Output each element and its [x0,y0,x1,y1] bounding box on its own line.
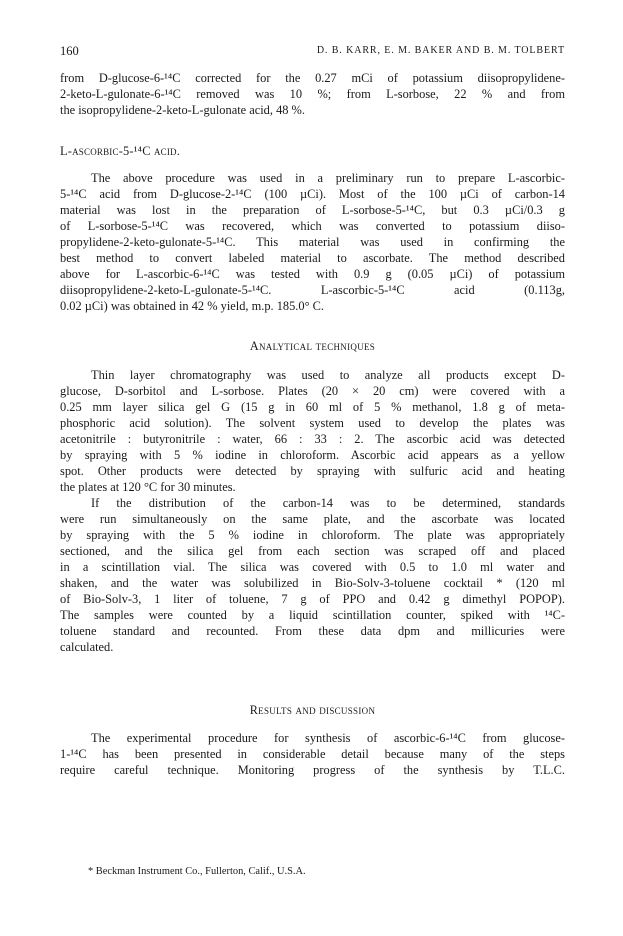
text-line: shaken, and the water was solubilized in Bio-Solv-3-toluene cocktail * (120 ml [60,576,565,590]
text-line: diisopropylidene-2-keto-L-gulonate-5-¹⁴C. L-ascorbic-5-¹⁴C acid (0.113g, [60,283,565,297]
text-line: from D-glucose-6-¹⁴C corrected for the 0.27 mCi of potassium diisopropylidene- [60,71,565,85]
text-line: The experimental procedure for synthesis of ascorbic-6-¹⁴C from glucose- [91,731,565,745]
text-line: 2-keto-L-gulonate-6-¹⁴C removed was 10 %; from L-sorbose, 22 % and from [60,87,565,101]
text-line: of L-sorbose-5-¹⁴C was recovered, which was converted to potassium diiso- [60,219,565,233]
text-line: The samples were counted by a liquid scintillation counter, spiked with ¹⁴C- [60,608,565,622]
text-line: above for L-ascorbic-6-¹⁴C was tested with 0.9 g (0.05 µCi) of potassium [60,267,565,281]
text-line: acetonitrile : butyronitrile : water, 66 : 33 : 2. The ascorbic acid was detected [60,432,565,446]
text-line: spot. Other products were detected by spraying with sulfuric acid and heating [60,464,565,478]
analytical-paragraph-1 [60,367,565,495]
text-line: were run simultaneously on the same plate, and the ascorbate was located [60,512,565,526]
text-line: glucose, D-sorbitol and L-sorbose. Plates (20 × 20 cm) were covered with a [60,384,565,398]
section-title-results: Results and discussion [249,703,376,717]
running-head-authors: D. B. KARR, E. M. BAKER AND B. M. TOLBERT [316,45,565,56]
text-line: the plates at 120 °C for 30 minutes. [60,480,236,494]
subsection-title: L-ascorbic-5-¹⁴C acid. [60,144,181,158]
text-line: by spraying with the 5 % iodine in chloroform. The plate was appropriately [60,528,565,542]
intro-paragraph [60,70,565,118]
text-line: propylidene-2-keto-gulonate-5-¹⁴C. This material was used in confirming the [60,235,565,249]
text-line: 5-¹⁴C acid from D-glucose-2-¹⁴C (100 µCi). Most of the 100 µCi of carbon-14 [60,187,565,201]
text-line: 1-¹⁴C has been presented in considerable detail because many of the steps [60,747,565,761]
text-line: in a scintillation vial. The silica was covered with 0.5 to 1.0 ml water and [60,560,565,574]
results-paragraph [60,730,565,778]
text-line: toluene standard and recounted. From these data dpm and millicuries were [60,624,565,638]
text-line: by spraying with 5 % iodine in chloroform. Ascorbic acid appears as a yellow [60,448,565,462]
text-line: phosphoric acid solution). The solvent system used to develop the plates was [60,416,565,430]
footnote: * Beckman Instrument Co., Fullerton, Calif., U.S.A. [88,866,306,877]
text-line: require careful technique. Monitoring progress of the synthesis by T.L.C. [60,763,565,777]
section-title-analytical: Analytical techniques [249,339,376,353]
text-line: If the distribution of the carbon-14 was to be determined, standards [91,496,565,510]
text-line: of Bio-Solv-3, 1 liter of toluene, 7 g of PPO and 0.42 g dimethyl POPOP). [60,592,565,606]
text-line: calculated. [60,640,114,654]
text-line: 0.02 µCi) was obtained in 42 % yield, m.p. 185.0° C. [60,299,325,313]
text-line: 0.25 mm layer silica gel G (15 g in 60 ml of 5 % methanol, 1.8 g of meta- [60,400,565,414]
text-line: The above procedure was used in a preliminary run to prepare L-ascorbic- [91,171,565,185]
subsection-paragraph [60,170,565,314]
analytical-paragraph-2 [60,495,565,655]
text-line: material was lost in the preparation of L-sorbose-5-¹⁴C, but 0.3 µCi/0.3 g [60,203,565,217]
text-line: the isopropylidene-2-keto-L-gulonate acid, 48 %. [60,103,305,117]
page-number: 160 [60,44,79,58]
text-line: best method to convert labeled material to ascorbate. The method described [60,251,565,265]
page-header [60,44,565,60]
text-line: Thin layer chromatography was used to analyze all products except D- [91,368,565,382]
text-line: sectioned, and the silica gel from each section was scraped off and placed [60,544,565,558]
